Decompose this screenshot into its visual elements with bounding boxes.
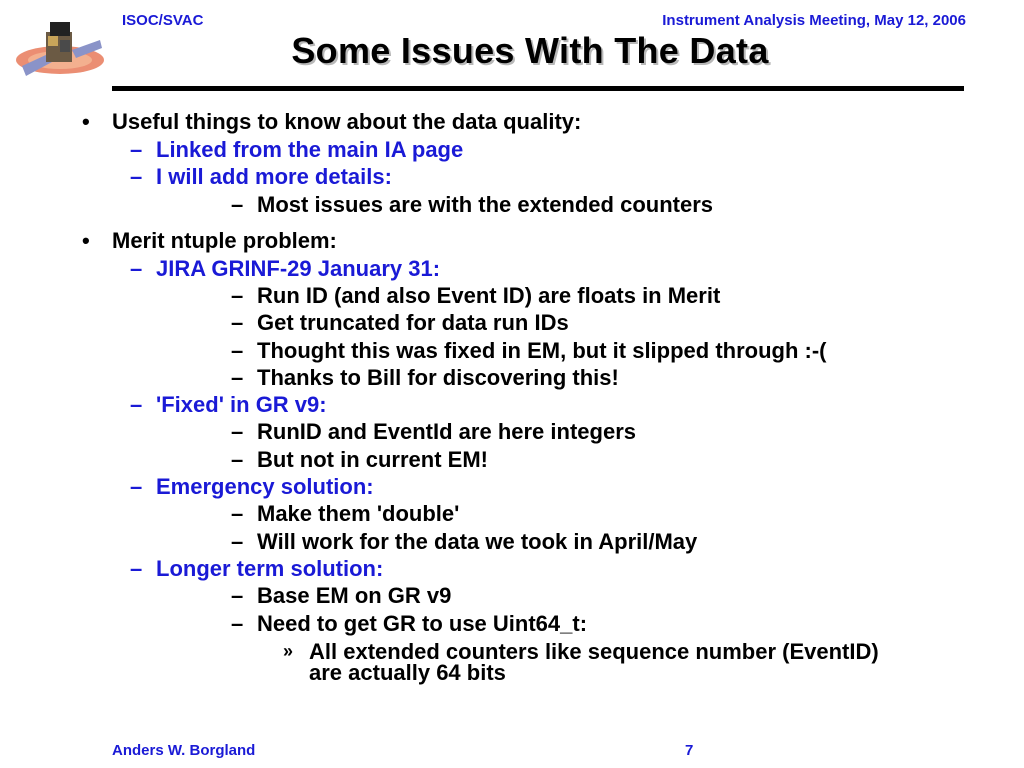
- item-text: Most issues are with the extended counters: [257, 192, 714, 217]
- item-text: JIRA GRINF-29 January 31:: [156, 256, 441, 281]
- detail-item-april-may: [231, 529, 698, 555]
- bullet-marker: •: [82, 228, 90, 253]
- item-text: But not in current EM!: [257, 447, 488, 472]
- detail-item-not-in-em: [231, 447, 488, 473]
- item-text: Need to get GR to use Uint64_t:: [257, 611, 588, 636]
- detail-item-double: [231, 501, 460, 527]
- page-number: 7: [685, 742, 694, 759]
- detail-item-thanks-bill: [231, 365, 619, 391]
- detail-item-extended-counters: [231, 192, 714, 218]
- item-text: Merit ntuple problem:: [112, 228, 337, 253]
- sub-item-fixed-gr-v9: [130, 392, 327, 418]
- item-text: Longer term solution:: [156, 556, 384, 581]
- item-text: Base EM on GR v9: [257, 583, 452, 608]
- detail-item-base-em: [231, 583, 452, 609]
- bullet-item-merit-ntuple: [82, 228, 337, 254]
- dash-marker: –: [231, 338, 244, 363]
- detail-item-uint64: [231, 611, 588, 637]
- item-text: Run ID (and also Event ID) are floats in Merit: [257, 283, 721, 308]
- chevron-marker: »: [283, 641, 294, 661]
- dash-marker: –: [130, 556, 143, 581]
- dash-marker: –: [231, 365, 244, 390]
- dash-marker: –: [231, 447, 244, 472]
- item-text: RunID and EventId are here integers: [257, 419, 636, 444]
- detail-item-integers: [231, 419, 636, 445]
- sub-item-emergency: [130, 474, 374, 500]
- header-right: Instrument Analysis Meeting, May 12, 2006: [662, 12, 966, 29]
- item-text: Thanks to Bill for discovering this!: [257, 365, 619, 390]
- footer-author: Anders W. Borgland: [112, 742, 256, 759]
- item-text: Thought this was fixed in EM, but it slipped through :-(: [257, 338, 827, 363]
- item-text: Get truncated for data run IDs: [257, 310, 569, 335]
- dash-marker: –: [231, 611, 244, 636]
- dash-marker: –: [231, 310, 244, 335]
- dash-marker: –: [130, 474, 143, 499]
- dash-marker: –: [130, 137, 143, 162]
- item-text-line-1: All extended counters like sequence number (EventID): [309, 639, 879, 664]
- header-left: ISOC/SVAC: [122, 12, 204, 29]
- sub-item-add-details: [130, 164, 392, 190]
- dash-marker: –: [231, 529, 244, 554]
- dash-marker: –: [130, 256, 143, 281]
- title-underline: [112, 86, 964, 91]
- item-text: Useful things to know about the data quality:: [112, 109, 582, 134]
- item-text: Will work for the data we took in April/May: [257, 529, 698, 554]
- dash-marker: –: [231, 283, 244, 308]
- subdetail-item-64-bits: [283, 639, 879, 685]
- item-text: Make them 'double': [257, 501, 460, 526]
- dash-marker: –: [231, 501, 244, 526]
- bullet-marker: •: [82, 109, 90, 134]
- dash-marker: –: [231, 192, 244, 217]
- item-text: I will add more details:: [156, 164, 392, 189]
- sub-item-jira: [130, 256, 441, 282]
- detail-item-run-id-floats: [231, 283, 721, 309]
- detail-item-slipped-through: [231, 338, 827, 364]
- dash-marker: –: [130, 392, 143, 417]
- sub-item-longer-term: [130, 556, 384, 582]
- detail-item-truncated: [231, 310, 569, 336]
- dash-marker: –: [231, 419, 244, 444]
- sub-item-linked: [130, 137, 464, 163]
- item-text-line-2: are actually 64 bits: [309, 660, 506, 685]
- slide-title: Some Issues With The Data: [291, 30, 769, 71]
- dash-marker: –: [231, 583, 244, 608]
- item-text: Emergency solution:: [156, 474, 374, 499]
- item-text: Linked from the main IA page: [156, 137, 464, 162]
- item-text: 'Fixed' in GR v9:: [156, 392, 327, 417]
- bullet-item-data-quality: [82, 109, 582, 135]
- dash-marker: –: [130, 164, 143, 189]
